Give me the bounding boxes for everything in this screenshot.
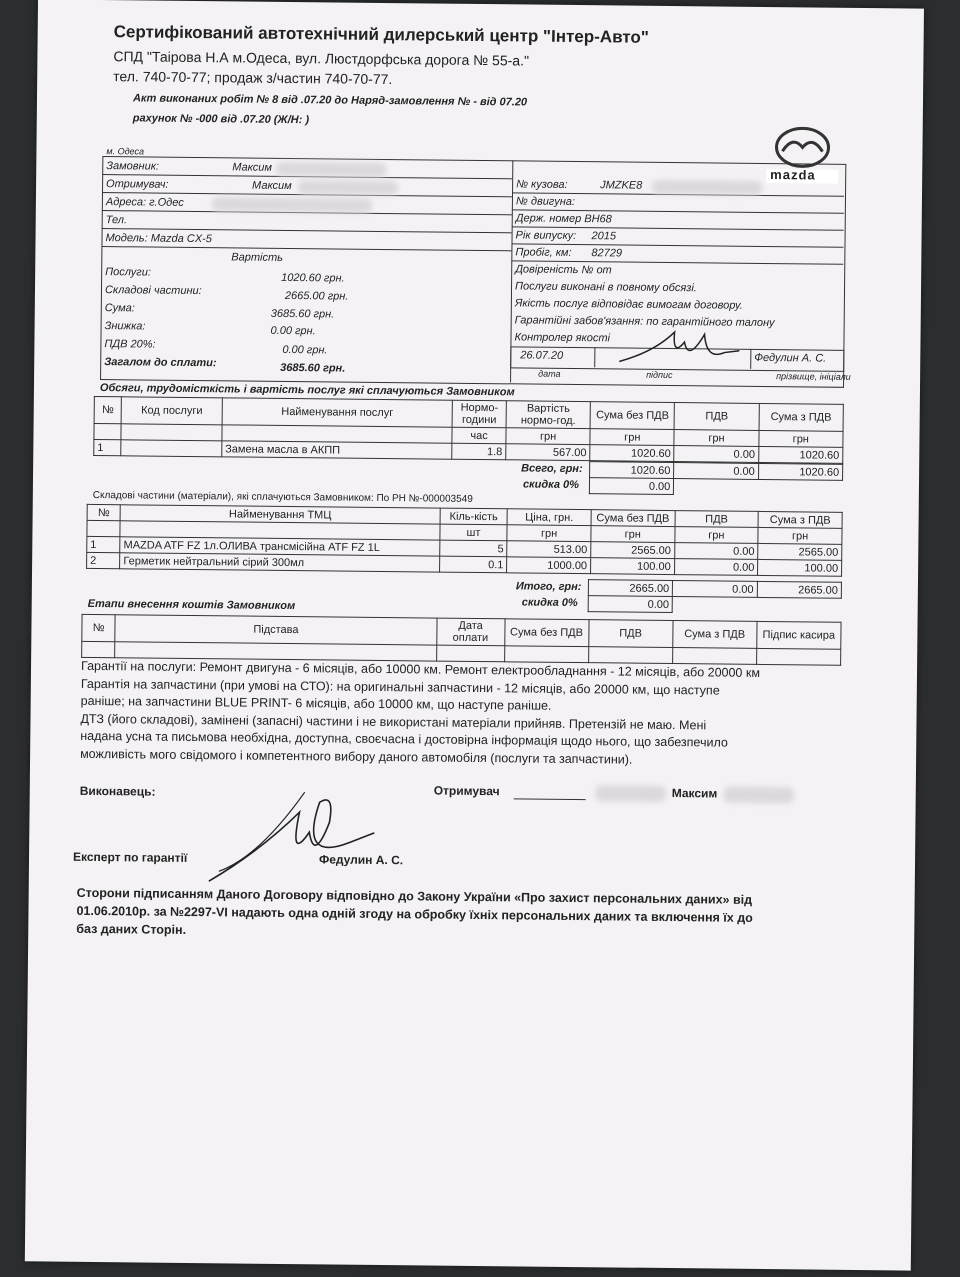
warranty-text [80,658,760,770]
redaction [298,180,398,195]
redaction [652,180,762,195]
th: № [82,614,116,641]
controller-label: Контролер якості [514,331,611,345]
privacy-consent [76,884,753,945]
cell: 100.00 [758,559,842,576]
th: Дата оплати [436,618,504,646]
th: Сума без ПДВ [591,510,675,527]
caption-date: дата [538,368,561,379]
cell: 0.1 [439,556,507,573]
parts-table-title: Складові частини (матеріали), які сплачуються Замовником: По РН №-000003549 [92,489,473,505]
cell: 1.8 [452,443,506,460]
th: Найменування ТМЦ [120,505,440,524]
cell: грн [674,527,758,544]
cell: 2665.00 [757,581,842,598]
redaction [724,787,794,804]
footer-line: Сторони підписанням Даного Договору відповідно до Закону України «Про захист персональних даних» від [76,885,753,907]
footer-line: 01.06.2010р. за №2297-VI надають одна одній згоду на обробку їхніх персональних даних та включення їх до [76,903,753,925]
expert-name: Федулин А. С. [318,852,404,868]
controller-signature [614,321,745,372]
parts-label: Складові частини: [104,284,202,298]
th-num: № [94,396,122,423]
cell: 1020.60 [758,463,843,480]
th: ПДВ [675,511,759,528]
th-name: Найменування послуг [222,398,453,427]
plate-label: Держ. номер ВН68 [515,212,612,226]
th-hours: Нормо-години [452,400,506,428]
services-discount-label: скидка 0% [522,478,580,492]
phone-label: Тел. [105,214,128,227]
cell: 0.00 [674,463,758,480]
payments-table [81,614,841,666]
expert-label: Експерт по гарантії [72,849,188,865]
th: Ціна, грн. [507,509,591,526]
services-total-label: Всего, грн: [521,462,583,476]
parts-total-label: Итого, грн: [515,580,582,594]
parts-discount-label: скидка 0% [521,596,578,610]
body-number-value: JMZKE8 [600,179,643,192]
note-warranty: Гарантійні забов'язання: по гарантійного талону [514,314,775,330]
cell: 1 [87,536,120,552]
th: ПДВ [588,620,672,648]
cell: 1 [94,439,122,455]
warranty-line: Гарантія на запчастини (при умові на СТО): на оригинальні запчастини - 12 місяців, або 20000 км, що наступе [80,676,720,698]
th: Сума з ПДВ [673,621,757,649]
th-vat: ПДВ [675,403,760,431]
logo-text: mazda [770,167,816,183]
cell [121,440,222,457]
cell: Замена масла в АКПП [222,441,453,459]
cell: 513.00 [507,541,591,558]
invoice-line: рахунок № -000 від .07.20 (Ж/Н: ) [132,112,310,127]
address-label: Адреса: г.Одес [105,196,184,209]
unit-hours: час [452,427,506,444]
cell: MAZDA ATF FZ 1л.ОЛИВА трансмісійна ATF FZ 1L [120,537,440,556]
note-services: Послуги виконані в повному обсязі. [514,280,697,295]
th: Кіль-кість [440,508,508,525]
warranty-line: Гарантії на послуги: Ремонт двигуна - 6 місяців, або 10000 км. Ремонт електрообладнання - 12 місяців, або 20000 км [80,658,761,680]
act-line: Акт виконаних робіт № 8 від .07.20 до Наряд-замовлення № - від 07.20 [132,92,528,109]
parts-table [86,504,843,577]
proxy-label: Довіреність № от [515,263,612,277]
warranty-line: раніше; на запчастини BLUE PRINT- 6 місяців, або 10000 км, що наступе раніше. [80,693,552,713]
cell: шт [440,524,508,541]
th-sum: Сума без ПДВ [590,402,675,430]
body-number-label: № кузова: [516,178,568,191]
parts-value: 2665.00 грн. [284,289,349,303]
vat-value: 0.00 грн. [282,343,328,357]
company-phones: тел. 740-70-77; продаж з/частин 740-70-77. [113,68,393,88]
cell: 2565.00 [591,542,675,559]
footer-line: баз даних Сторін. [76,921,187,937]
cell: 567.00 [506,444,590,461]
year-label: Рік випуску: [515,229,577,243]
th: № [87,504,120,520]
receiver-sign-line [514,798,586,800]
cell: 2 [87,552,120,568]
engine-label: № двигуна: [515,195,576,208]
receiver-sign-label: Отримувач [433,783,500,799]
cell: 100.00 [591,558,675,575]
cell: грн [758,527,842,544]
customer-label: Замовник: [106,160,160,173]
company-title: Сертифікований автотехнічний дилерський центр "Інтер-Авто" [113,22,650,47]
cell: 1020.60 [590,445,674,462]
warranty-line: можливість мого свідомого і компетентного вибору даного автомобіля (послуги та запчастини). [80,746,633,767]
receiver-label: Отримувач: [106,178,169,191]
control-date: 26.07.20 [520,349,564,362]
vat-label: ПДВ 20%: [104,338,156,351]
th: Сума з ПДВ [758,511,842,528]
year-value: 2015 [591,230,617,243]
total-label: Загалом до сплати: [104,356,217,370]
company-address: СПД "Таірова Н.А м.Одеса, вул. Люстдорфська дорога № 55-а." [113,48,530,69]
services-table [93,396,844,464]
cost-title: Вартість [231,251,284,264]
redaction [212,197,372,213]
unit-sum-vat: грн [759,430,843,447]
inspector-name: Федулин А. С. [754,351,827,365]
caption-name: прізвище, ініціали [776,371,851,382]
services-value: 1020.60 грн. [281,271,345,285]
cell: 1020.60 [758,446,842,463]
city-label: м. Одеса [106,146,145,157]
sum-value: 3685.60 грн. [270,307,335,321]
redaction [276,162,386,177]
cell: 0.00 [674,559,758,576]
mileage-label: Пробіг, км: [515,246,572,259]
unit-sum: грн [590,429,674,446]
redaction [596,785,666,802]
unit-rate: грн [506,428,590,445]
note-quality: Якість послуг відповідає вимогам договору. [514,297,743,312]
payments-table-title: Етапи внесення коштів Замовником [87,597,296,613]
receiver-sign-name: Максим [671,786,718,801]
receiver-value: Максим [252,179,292,193]
cell: 1000.00 [507,557,591,574]
services-label: Послуги: [105,266,152,279]
model-label: Модель: Mazda CX-5 [105,232,212,246]
executor-label: Виконавець: [79,783,156,799]
cell: грн [591,526,675,543]
cell: 0.00 [589,478,673,495]
services-table-title: Обсяги, трудомісткість і вартість послуг які сплачуються Замовником [99,382,515,399]
parts-total-table [588,579,842,615]
th-sum-vat: Сума з ПДВ [759,403,844,431]
cell: 0.00 [674,446,758,463]
document-sheet [25,0,924,1271]
total-value: 3685.60 грн. [280,361,346,375]
cell: 2565.00 [758,543,842,560]
sum-label: Сума: [104,302,135,315]
cell: 0.00 [588,596,672,613]
cell: Герметик нейтральний сірий 300мл [120,553,440,572]
cell: 0.00 [673,581,757,598]
expert-signature [199,771,380,893]
discount-value: 0.00 грн. [270,324,316,338]
discount-label: Знижка: [104,320,146,333]
warranty-line: надана усна та письмова необхідна, доступна, своєчасна і достовірна інформація щодо нього, що забезпечило [80,728,728,750]
customer-value: Максим [232,161,272,174]
cell: 5 [439,540,507,557]
th-code: Код послуги [121,397,222,425]
th: Сума без ПДВ [504,619,588,647]
cell: 0.00 [674,543,758,560]
caption-sign: підпис [646,369,673,381]
th: Підстава [115,615,436,645]
unit-vat: грн [674,430,758,447]
warranty-line: ДТЗ (його складові), замінені (запасні) частини і не використані матеріали прийняв. Претензій не маю. Мені [80,711,707,732]
services-total-table [589,461,843,497]
cell: грн [507,525,591,542]
th-rate: Вартість нормо-год. [506,401,591,429]
cell: 1020.60 [590,462,674,479]
mileage-value: 82729 [591,247,623,260]
th: Підпис касира [757,621,841,649]
cell: 2665.00 [588,580,672,597]
